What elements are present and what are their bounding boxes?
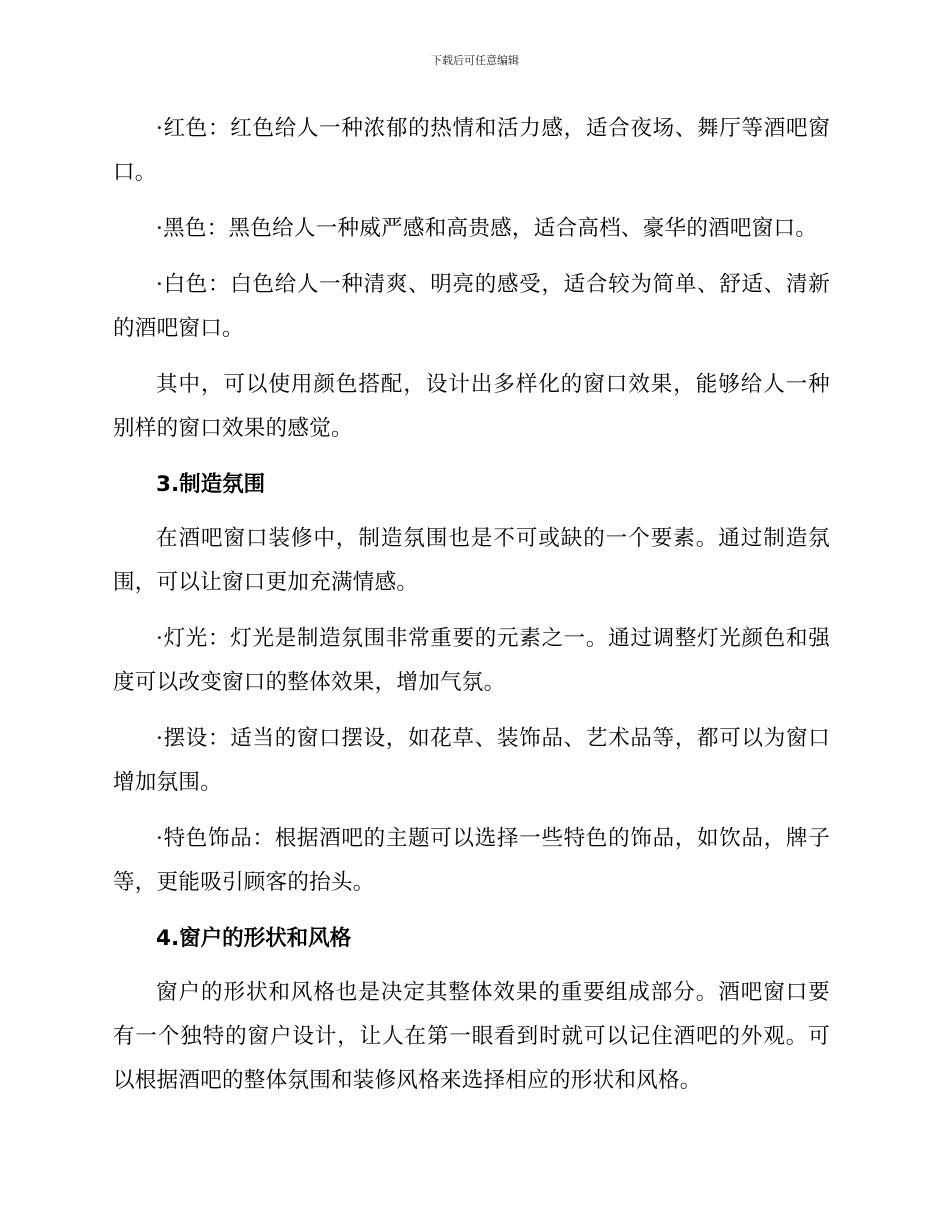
paragraph-atmosphere-intro: 在酒吧窗口装修中，制造氛围也是不可或缺的一个要素。通过制造氛围，可以让窗口更加充满情感。 [113,526,830,595]
section-heading-atmosphere: 3.制造氛围 [156,472,266,497]
paragraph-lighting: ·灯光：灯光是制造氛围非常重要的元素之一。通过调整灯光颜色和强度可以改变窗口的整体效果，增加气氛。 [113,626,830,695]
paragraph-window-shape: 窗户的形状和风格也是决定其整体效果的重要组成部分。酒吧窗口要有一个独特的窗户设计，让人在第一眼看到时就可以记住酒吧的外观。可以根据酒吧的整体氛围和装修风格来选择相应的形状和风格。 [113,980,830,1093]
document-body [113,107,830,1115]
paragraph-black-color: ·黑色：黑色给人一种威严感和高贵感，适合高档、豪华的酒吧窗口。 [156,216,818,241]
paragraph-color-matching: 其中，可以使用颜色搭配，设计出多样化的窗口效果，能够给人一种别样的窗口效果的感觉。 [113,372,830,441]
section-heading-window-shape: 4.窗户的形状和风格 [156,926,352,951]
paragraph-featured-ornaments: ·特色饰品：根据酒吧的主题可以选择一些特色的饰品，如饮品，牌子等，更能吸引顾客的抬头。 [113,826,830,895]
paragraph-red-color: ·红色：红色给人一种浓郁的热情和活力感，适合夜场、舞厅等酒吧窗口。 [113,116,830,185]
paragraph-decor: ·摆设：适当的窗口摆设，如花草、装饰品、艺术品等，都可以为窗口增加氛围。 [113,726,830,795]
paragraph-white-color: ·白色：白色给人一种清爽、明亮的感受，适合较为简单、舒适、清新的酒吧窗口。 [113,272,830,341]
page-header: 下载后可任意编辑 [431,54,519,67]
